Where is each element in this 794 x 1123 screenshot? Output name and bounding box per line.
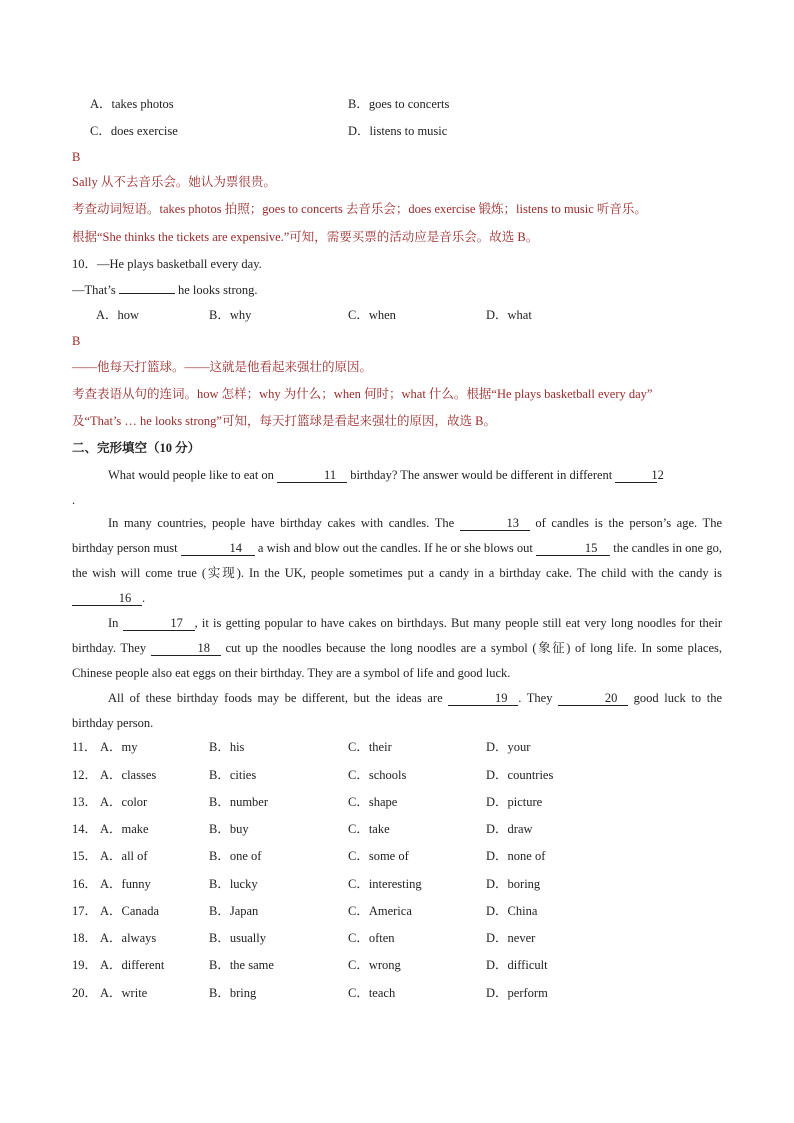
question-number: 18． <box>72 931 98 945</box>
option-c: C．take <box>348 822 390 836</box>
passage-paragraph-2 <box>72 511 722 611</box>
passage-text: . <box>142 591 146 605</box>
question-number: 16． <box>72 877 98 891</box>
q10-option-a: A．how <box>96 308 140 322</box>
passage-text: good luck to the birthday person. <box>72 691 723 730</box>
q10-explanation-2: 及“That’s … he looks strong”可知，每天打篮球是看起来强壮的原因，故选 B。 <box>72 414 496 428</box>
blank-19: 19 <box>448 691 518 706</box>
option-c: C．shape <box>348 795 398 809</box>
passage-text: a wish and blow out the candles. If he or she blows out <box>254 541 537 555</box>
passage-text: of candles is the person’s age. The birthday person must <box>72 516 722 555</box>
blank-13: 13 <box>460 516 530 531</box>
option-b: B．bring <box>209 986 257 1000</box>
q9-translation: Sally 从不去音乐会。她认为票很贵。 <box>72 175 276 189</box>
q10-blank <box>119 293 175 294</box>
option-c: C．schools <box>348 768 407 782</box>
option-a: A．always <box>100 931 157 945</box>
option-a: A．all of <box>100 849 148 863</box>
passage-text: , it is getting popular to have cakes on birthdays. But many people still eat very long noodles for their birthday. They <box>72 616 722 655</box>
option-d: D．difficult <box>486 958 548 972</box>
option-c: C．often <box>348 931 395 945</box>
passage-paragraph-4 <box>72 686 722 736</box>
option-d: D．picture <box>486 795 543 809</box>
option-a: A．classes <box>100 768 157 782</box>
q9-option-b: B．goes to concerts <box>348 97 450 111</box>
q10-stem-line1: 10．—He plays basketball every day. <box>72 257 262 271</box>
q10-explanation-1: 考查表语从句的连词。how 怎样；why 为什么；when 何时；what 什么。根据“He plays basketball every day” <box>72 387 653 401</box>
option-a: A．make <box>100 822 149 836</box>
option-d: D．none of <box>486 849 546 863</box>
option-b: B．usually <box>209 931 266 945</box>
option-a: A．my <box>100 740 138 754</box>
question-number: 12． <box>72 768 98 782</box>
q9-option-a: A．takes photos <box>90 97 174 111</box>
option-d: D．draw <box>486 822 533 836</box>
option-d: D．China <box>486 904 538 918</box>
q10-stem-post: he looks strong. <box>174 283 258 297</box>
option-c: C．their <box>348 740 392 754</box>
option-a: A．different <box>100 958 165 972</box>
question-number: 14． <box>72 822 98 836</box>
option-d: D．boring <box>486 877 541 891</box>
q10-translation: ——他每天打篮球。——这就是他看起来强壮的原因。 <box>72 360 373 374</box>
option-b: B．lucky <box>209 877 258 891</box>
passage-text: the candles in one go, the wish will come true (实现). In the UK, people sometimes put a candy in a birthday cake. The child with the candy is <box>72 541 722 580</box>
q10-option-b: B．why <box>209 308 252 322</box>
q10-option-d: D．what <box>486 308 532 322</box>
passage-text: . They <box>518 691 559 705</box>
q9-option-c: C．does exercise <box>90 124 178 138</box>
q9-explanation-2: 根据“She thinks the tickets are expensive.”可知，需要买票的活动应是音乐会。故选 B。 <box>72 230 539 244</box>
blank-16: 16 <box>72 591 142 606</box>
option-b: B．the same <box>209 958 274 972</box>
blank-11: 11 <box>277 468 347 483</box>
option-d: D．perform <box>486 986 548 1000</box>
q10-stem-line2 <box>72 282 258 298</box>
blank-15: 15 <box>536 541 610 556</box>
option-b: B．number <box>209 795 269 809</box>
passage-text: In <box>108 616 123 630</box>
option-d: D．countries <box>486 768 554 782</box>
question-number: 17． <box>72 904 98 918</box>
blank-12: 12 <box>615 468 657 483</box>
q9-option-d: D．listens to music <box>348 124 448 138</box>
option-c: C．teach <box>348 986 396 1000</box>
passage-paragraph-1 <box>72 463 722 513</box>
question-number: 15． <box>72 849 98 863</box>
passage-paragraph-3 <box>72 611 722 686</box>
blank-18: 18 <box>151 641 221 656</box>
option-d: D．your <box>486 740 531 754</box>
section-title: 二、完形填空（10 分） <box>72 441 201 455</box>
option-d: D．never <box>486 931 536 945</box>
option-c: C．some of <box>348 849 409 863</box>
question-number: 20． <box>72 986 98 1000</box>
passage-text: In many countries, people have birthday cakes with candles. The <box>108 516 460 530</box>
q10-answer: B <box>72 334 81 348</box>
option-a: A．write <box>100 986 148 1000</box>
passage-text: cut up the noodles because the long noodles are a symbol (象征) of long life. In some places, Chinese people also eat eggs on their birthday. They are a symbol of life and good luck. <box>72 641 722 680</box>
option-b: B．buy <box>209 822 249 836</box>
blank-20: 20 <box>558 691 628 706</box>
passage-text: All of these birthday foods may be different, but the ideas are <box>108 691 449 705</box>
q10-stem-pre: —That’s <box>72 283 119 297</box>
option-c: C．wrong <box>348 958 401 972</box>
option-b: B．one of <box>209 849 262 863</box>
q9-explanation-1: 考查动词短语。takes photos 拍照；goes to concerts 去音乐会；does exercise 锻炼；listens to music 听音乐。 <box>72 202 647 216</box>
passage-text: . <box>72 493 76 507</box>
q10-option-c: C．when <box>348 308 396 322</box>
q9-answer: B <box>72 150 81 164</box>
option-a: A．funny <box>100 877 151 891</box>
option-b: B．his <box>209 740 245 754</box>
option-a: A．Canada <box>100 904 160 918</box>
option-c: C．America <box>348 904 412 918</box>
question-number: 13． <box>72 795 98 809</box>
option-a: A．color <box>100 795 148 809</box>
option-b: B．cities <box>209 768 257 782</box>
passage-text: What would people like to eat on <box>108 468 278 482</box>
option-b: B．Japan <box>209 904 259 918</box>
blank-17: 17 <box>123 616 195 631</box>
passage-text: birthday? The answer would be different in different <box>347 468 616 482</box>
question-number: 19． <box>72 958 98 972</box>
question-number: 11． <box>72 740 97 754</box>
option-c: C．interesting <box>348 877 422 891</box>
blank-14: 14 <box>181 541 255 556</box>
